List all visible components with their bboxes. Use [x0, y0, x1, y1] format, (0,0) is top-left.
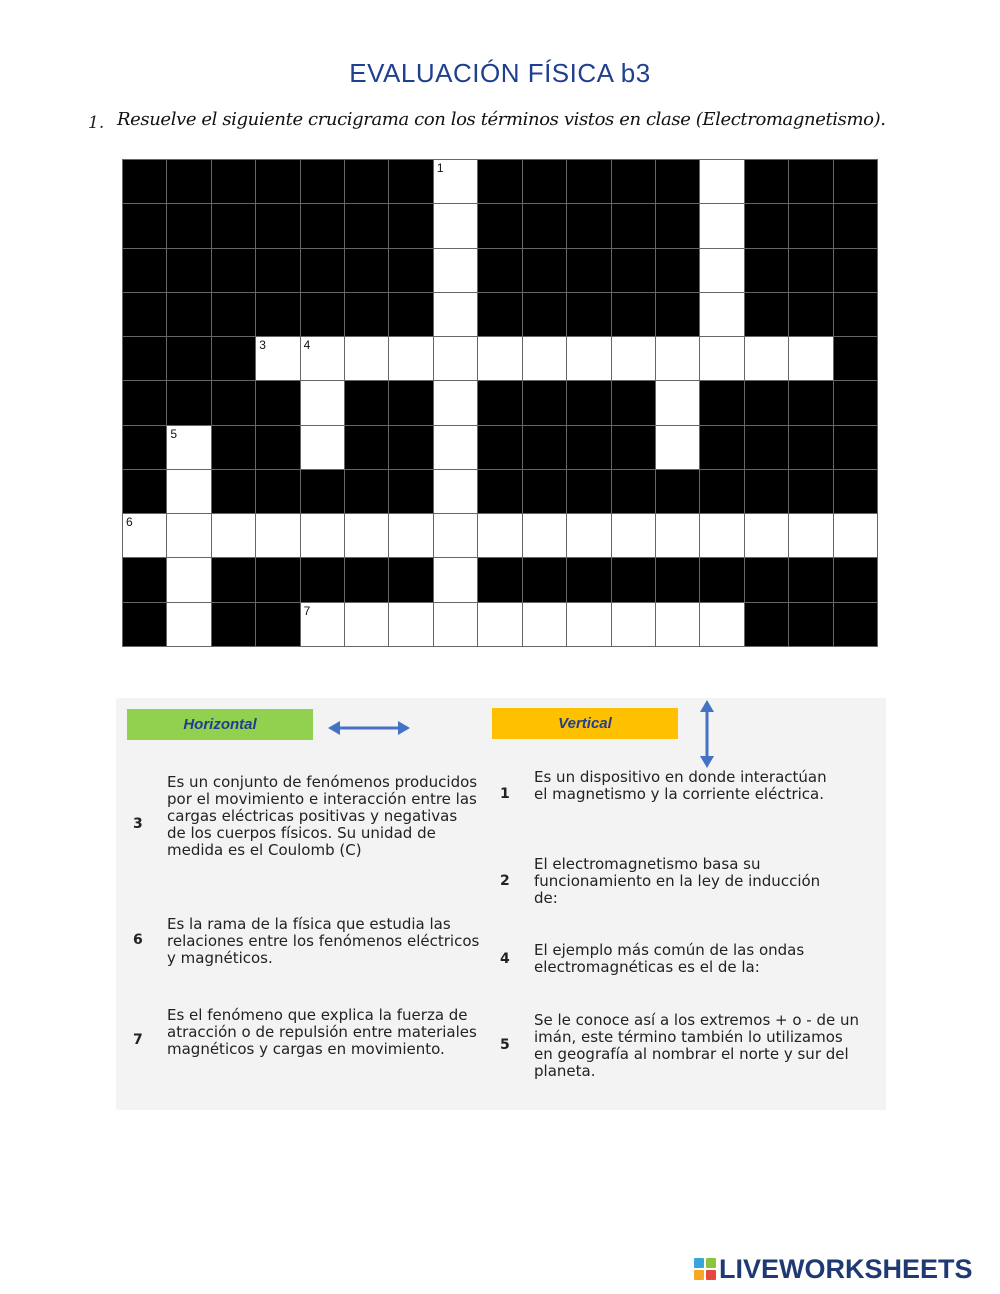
- crossword-block: [789, 249, 832, 292]
- crossword-cell[interactable]: [656, 337, 699, 380]
- crossword-block: [700, 558, 743, 601]
- crossword-letter-input[interactable]: [656, 337, 699, 380]
- crossword-letter-input[interactable]: [478, 514, 521, 557]
- crossword-block: [256, 470, 299, 513]
- crossword-block: [567, 426, 610, 469]
- vertical-clue-number: 2: [500, 873, 510, 889]
- horizontal-arrow-icon: [328, 717, 410, 739]
- crossword-cell[interactable]: [656, 514, 699, 557]
- crossword-cell[interactable]: [434, 337, 477, 380]
- crossword-cell[interactable]: [167, 514, 210, 557]
- crossword-block: [789, 204, 832, 247]
- crossword-cell[interactable]: [834, 514, 877, 557]
- crossword-block: [567, 381, 610, 424]
- crossword-cell[interactable]: [434, 470, 477, 513]
- crossword-letter-input[interactable]: [167, 514, 210, 557]
- crossword-letter-input[interactable]: [434, 558, 477, 601]
- crossword-block: [612, 204, 655, 247]
- crossword-cell[interactable]: [700, 160, 743, 203]
- vertical-clue-text: Se le conoce así a los extremos + o - de un imán, este término también lo utilizamos en geografía al nombrar el norte y sur del planeta.: [534, 1011, 860, 1080]
- crossword-cell[interactable]: [523, 603, 566, 646]
- crossword-block: [700, 426, 743, 469]
- crossword-block: [523, 249, 566, 292]
- clue-number-label: 6: [126, 515, 133, 530]
- crossword-block: [345, 293, 388, 336]
- clue-number-label: 4: [303, 338, 311, 353]
- crossword-block: [123, 204, 166, 247]
- crossword-letter-input[interactable]: [167, 426, 210, 469]
- crossword-block: [167, 381, 210, 424]
- vertical-clue-text: Es un dispositivo en donde interactúan el magnetismo y la corriente eléctrica.: [534, 768, 827, 803]
- crossword-cell[interactable]: [301, 603, 344, 646]
- crossword-block: [567, 293, 610, 336]
- crossword-block: [345, 426, 388, 469]
- crossword-cell[interactable]: [434, 603, 477, 646]
- crossword-letter-input[interactable]: [345, 514, 388, 557]
- crossword-block: [567, 470, 610, 513]
- crossword-cell[interactable]: [123, 514, 166, 557]
- crossword-block: [478, 558, 521, 601]
- crossword-cell[interactable]: [345, 603, 388, 646]
- crossword-letter-input[interactable]: [700, 293, 743, 336]
- crossword-block: [834, 426, 877, 469]
- crossword-block: [745, 204, 788, 247]
- crossword-letter-input[interactable]: [167, 470, 210, 513]
- crossword-block: [301, 293, 344, 336]
- crossword-letter-input[interactable]: [478, 603, 521, 646]
- crossword-block: [345, 204, 388, 247]
- crossword-cell[interactable]: [256, 514, 299, 557]
- crossword-block: [523, 470, 566, 513]
- crossword-letter-input[interactable]: [389, 337, 432, 380]
- crossword-cell[interactable]: [167, 470, 210, 513]
- crossword-block: [123, 293, 166, 336]
- instruction-number: 1.: [88, 113, 105, 133]
- crossword-letter-input[interactable]: [389, 603, 432, 646]
- crossword-cell[interactable]: [789, 337, 832, 380]
- crossword-block: [745, 249, 788, 292]
- crossword-letter-input[interactable]: [656, 426, 699, 469]
- crossword-block: [389, 249, 432, 292]
- crossword-letter-input[interactable]: [434, 470, 477, 513]
- crossword-block: [123, 558, 166, 601]
- crossword-block: [478, 204, 521, 247]
- crossword-block: [256, 603, 299, 646]
- crossword-block: [612, 558, 655, 601]
- crossword-letter-input[interactable]: [612, 514, 655, 557]
- crossword-cell[interactable]: [567, 337, 610, 380]
- crossword-block: [745, 470, 788, 513]
- liveworksheets-logo: [694, 1252, 973, 1286]
- crossword-letter-input[interactable]: [567, 337, 610, 380]
- crossword-block: [789, 603, 832, 646]
- vertical-clue-text: El ejemplo más común de las ondas electromagnéticas es el de la:: [534, 941, 805, 976]
- crossword-block: [478, 249, 521, 292]
- crossword-block: [212, 426, 255, 469]
- crossword-cell[interactable]: [745, 337, 788, 380]
- crossword-block: [301, 160, 344, 203]
- crossword-block: [167, 204, 210, 247]
- crossword-cell[interactable]: [434, 558, 477, 601]
- clues-panel: [116, 698, 886, 1110]
- crossword-block: [345, 160, 388, 203]
- crossword-letter-input[interactable]: [478, 337, 521, 380]
- crossword-block: [389, 558, 432, 601]
- crossword-block: [256, 558, 299, 601]
- crossword-block: [789, 160, 832, 203]
- crossword-letter-input[interactable]: [389, 514, 432, 557]
- clue-number-label: 1: [436, 161, 444, 175]
- crossword-letter-input[interactable]: [745, 514, 788, 557]
- crossword-cell[interactable]: [700, 249, 743, 292]
- crossword-block: [612, 470, 655, 513]
- crossword-block: [389, 293, 432, 336]
- crossword-block: [301, 249, 344, 292]
- crossword-cell[interactable]: [656, 603, 699, 646]
- crossword-cell[interactable]: [700, 514, 743, 557]
- crossword-block: [167, 337, 210, 380]
- crossword-letter-input[interactable]: [212, 514, 255, 557]
- crossword-block: [212, 558, 255, 601]
- crossword-block: [212, 337, 255, 380]
- crossword-block: [256, 160, 299, 203]
- crossword-letter-input[interactable]: [834, 514, 877, 557]
- crossword-block: [256, 381, 299, 424]
- crossword-block: [389, 204, 432, 247]
- crossword-block: [167, 249, 210, 292]
- crossword-letter-input[interactable]: [523, 337, 566, 380]
- crossword-letter-input[interactable]: [167, 558, 210, 601]
- crossword-cell[interactable]: [656, 426, 699, 469]
- crossword-block: [523, 160, 566, 203]
- crossword-cell[interactable]: [700, 337, 743, 380]
- crossword-block: [834, 293, 877, 336]
- crossword-cell[interactable]: [434, 293, 477, 336]
- clue-number-label: 3: [259, 338, 266, 353]
- crossword-cell[interactable]: [434, 160, 477, 203]
- crossword-block: [745, 381, 788, 424]
- crossword-block: [212, 204, 255, 247]
- crossword-block: [523, 558, 566, 601]
- crossword-letter-input[interactable]: [700, 204, 743, 247]
- crossword-cell[interactable]: [434, 381, 477, 424]
- crossword-block: [834, 470, 877, 513]
- crossword-block: [345, 381, 388, 424]
- vertical-arrow-icon: [696, 700, 718, 768]
- crossword-block: [167, 293, 210, 336]
- crossword-block: [834, 558, 877, 601]
- crossword-block: [834, 160, 877, 203]
- clue-number-label: 5: [170, 426, 178, 441]
- crossword-cell[interactable]: [212, 514, 255, 557]
- crossword-letter-input[interactable]: [434, 249, 477, 292]
- crossword-letter-input[interactable]: [345, 337, 388, 380]
- crossword-block: [523, 381, 566, 424]
- crossword-block: [745, 160, 788, 203]
- crossword-block: [834, 381, 877, 424]
- crossword-cell[interactable]: [301, 381, 344, 424]
- crossword-letter-input[interactable]: [434, 514, 477, 557]
- crossword-block: [345, 558, 388, 601]
- vertical-clue-number: 4: [500, 951, 510, 967]
- crossword-cell[interactable]: [256, 337, 299, 380]
- crossword-letter-input[interactable]: [700, 249, 743, 292]
- crossword-block: [256, 426, 299, 469]
- crossword-block: [700, 470, 743, 513]
- crossword-block: [478, 160, 521, 203]
- horizontal-clue-number: 3: [133, 816, 143, 832]
- crossword-letter-input[interactable]: [345, 603, 388, 646]
- crossword-cell[interactable]: [789, 514, 832, 557]
- crossword-block: [345, 249, 388, 292]
- crossword-block: [256, 249, 299, 292]
- crossword-block: [745, 603, 788, 646]
- crossword-block: [301, 470, 344, 513]
- crossword-letter-input[interactable]: [123, 514, 166, 557]
- crossword-cell[interactable]: [345, 514, 388, 557]
- liveworksheets-logo-icon: [694, 1258, 716, 1280]
- crossword-block: [834, 337, 877, 380]
- crossword-cell[interactable]: [389, 337, 432, 380]
- crossword-cell[interactable]: [700, 293, 743, 336]
- crossword-block: [745, 558, 788, 601]
- crossword-cell[interactable]: [612, 603, 655, 646]
- crossword-cell[interactable]: [167, 426, 210, 469]
- crossword-cell[interactable]: [301, 514, 344, 557]
- crossword-letter-input[interactable]: [434, 381, 477, 424]
- crossword-block: [612, 249, 655, 292]
- crossword-cell[interactable]: [523, 337, 566, 380]
- crossword-block: [123, 603, 166, 646]
- crossword-grid: [122, 159, 878, 647]
- crossword-block: [123, 470, 166, 513]
- crossword-letter-input[interactable]: [434, 204, 477, 247]
- crossword-cell[interactable]: [656, 381, 699, 424]
- crossword-block: [212, 293, 255, 336]
- crossword-block: [167, 160, 210, 203]
- crossword-block: [478, 470, 521, 513]
- crossword-block: [656, 293, 699, 336]
- crossword-block: [478, 381, 521, 424]
- clue-number-label: 7: [303, 603, 311, 618]
- crossword-cell[interactable]: [478, 337, 521, 380]
- crossword-block: [123, 337, 166, 380]
- crossword-letter-input[interactable]: [434, 160, 477, 203]
- vertical-tag: Vertical: [492, 708, 678, 739]
- crossword-block: [789, 381, 832, 424]
- vertical-clue-number: 1: [500, 786, 510, 802]
- crossword-letter-input[interactable]: [612, 337, 655, 380]
- crossword-block: [212, 470, 255, 513]
- crossword-letter-input[interactable]: [301, 381, 344, 424]
- crossword-block: [567, 249, 610, 292]
- crossword-block: [789, 558, 832, 601]
- horizontal-tag: Horizontal: [127, 709, 313, 740]
- crossword-letter-input[interactable]: [567, 514, 610, 557]
- crossword-cell[interactable]: [700, 603, 743, 646]
- crossword-block: [656, 470, 699, 513]
- crossword-letter-input[interactable]: [789, 514, 832, 557]
- horizontal-clue-text: Es un conjunto de fenómenos producidos por el movimiento e interacción entre las cargas eléctricas positivas y negativas de los cuerpos físicos. Su unidad de medida es el Coulomb (C): [167, 773, 478, 859]
- crossword-block: [301, 558, 344, 601]
- crossword-letter-input[interactable]: [523, 603, 566, 646]
- crossword-block: [656, 249, 699, 292]
- crossword-block: [212, 160, 255, 203]
- crossword-letter-input[interactable]: [434, 603, 477, 646]
- crossword-letter-input[interactable]: [301, 426, 344, 469]
- horizontal-clue-number: 7: [133, 1032, 143, 1048]
- crossword-cell[interactable]: [389, 603, 432, 646]
- crossword-letter-input[interactable]: [434, 293, 477, 336]
- crossword-block: [212, 249, 255, 292]
- crossword-block: [612, 160, 655, 203]
- crossword-block: [789, 426, 832, 469]
- crossword-block: [745, 426, 788, 469]
- logo-text: LIVEWORKSHEETS: [719, 1253, 973, 1284]
- crossword-block: [523, 293, 566, 336]
- crossword-block: [123, 381, 166, 424]
- crossword-block: [256, 293, 299, 336]
- crossword-letter-input[interactable]: [700, 160, 743, 203]
- crossword-block: [612, 426, 655, 469]
- crossword-letter-input[interactable]: [434, 426, 477, 469]
- crossword-block: [612, 381, 655, 424]
- crossword-block: [834, 204, 877, 247]
- crossword-block: [567, 160, 610, 203]
- crossword-letter-input[interactable]: [256, 514, 299, 557]
- crossword-letter-input[interactable]: [301, 603, 344, 646]
- crossword-block: [567, 558, 610, 601]
- crossword-block: [834, 603, 877, 646]
- crossword-block: [745, 293, 788, 336]
- crossword-cell[interactable]: [567, 514, 610, 557]
- crossword-letter-input[interactable]: [700, 603, 743, 646]
- crossword-block: [389, 470, 432, 513]
- crossword-letter-input[interactable]: [656, 514, 699, 557]
- crossword-letter-input[interactable]: [434, 337, 477, 380]
- crossword-letter-input[interactable]: [700, 514, 743, 557]
- crossword-letter-input[interactable]: [256, 337, 299, 380]
- page-title: EVALUACIÓN FÍSICA b3: [349, 58, 651, 88]
- crossword-block: [834, 249, 877, 292]
- crossword-block: [656, 160, 699, 203]
- crossword-letter-input[interactable]: [612, 603, 655, 646]
- crossword-cell[interactable]: [612, 337, 655, 380]
- crossword-block: [345, 470, 388, 513]
- crossword-block: [656, 204, 699, 247]
- crossword-cell[interactable]: [434, 204, 477, 247]
- crossword-block: [612, 293, 655, 336]
- crossword-cell[interactable]: [301, 426, 344, 469]
- crossword-letter-input[interactable]: [700, 337, 743, 380]
- crossword-block: [789, 470, 832, 513]
- crossword-letter-input[interactable]: [789, 337, 832, 380]
- crossword-letter-input[interactable]: [301, 514, 344, 557]
- crossword-cell[interactable]: [345, 337, 388, 380]
- vertical-clue-number: 5: [500, 1037, 510, 1053]
- crossword-block: [478, 426, 521, 469]
- crossword-block: [389, 426, 432, 469]
- crossword-letter-input[interactable]: [567, 603, 610, 646]
- crossword-cell[interactable]: [389, 514, 432, 557]
- crossword-letter-input[interactable]: [301, 337, 344, 380]
- crossword-cell[interactable]: [612, 514, 655, 557]
- crossword-letter-input[interactable]: [656, 603, 699, 646]
- crossword-block: [700, 381, 743, 424]
- crossword-cell[interactable]: [167, 603, 210, 646]
- crossword-block: [523, 204, 566, 247]
- horizontal-clue-number: 6: [133, 932, 143, 948]
- crossword-cell[interactable]: [700, 204, 743, 247]
- crossword-letter-input[interactable]: [656, 381, 699, 424]
- crossword-cell[interactable]: [567, 603, 610, 646]
- crossword-cell[interactable]: [301, 337, 344, 380]
- crossword-block: [523, 426, 566, 469]
- crossword-block: [478, 293, 521, 336]
- crossword-cell[interactable]: [434, 426, 477, 469]
- crossword-cell[interactable]: [523, 514, 566, 557]
- crossword-letter-input[interactable]: [745, 337, 788, 380]
- crossword-cell[interactable]: [434, 514, 477, 557]
- crossword-block: [301, 204, 344, 247]
- crossword-block: [123, 426, 166, 469]
- crossword-cell[interactable]: [478, 603, 521, 646]
- crossword-block: [123, 249, 166, 292]
- crossword-block: [212, 603, 255, 646]
- crossword-cell[interactable]: [478, 514, 521, 557]
- crossword-block: [212, 381, 255, 424]
- horizontal-clue-text: Es el fenómeno que explica la fuerza de atracción o de repulsión entre materiales magnéticos y cargas en movimiento.: [167, 1006, 477, 1058]
- instruction-text: Resuelve el siguiente crucigrama con los términos vistos en clase (Electromagnetismo).: [117, 109, 886, 130]
- crossword-block: [389, 160, 432, 203]
- crossword-block: [123, 160, 166, 203]
- vertical-clue-text: El electromagnetismo basa su funcionamiento en la ley de inducción de:: [534, 855, 821, 907]
- crossword-cell[interactable]: [434, 249, 477, 292]
- crossword-letter-input[interactable]: [167, 603, 210, 646]
- crossword-block: [256, 204, 299, 247]
- crossword-block: [567, 204, 610, 247]
- crossword-block: [789, 293, 832, 336]
- crossword-block: [656, 558, 699, 601]
- crossword-block: [389, 381, 432, 424]
- crossword-cell[interactable]: [167, 558, 210, 601]
- crossword-cell[interactable]: [745, 514, 788, 557]
- crossword-letter-input[interactable]: [523, 514, 566, 557]
- horizontal-clue-text: Es la rama de la física que estudia las relaciones entre los fenómenos eléctricos y magnéticos.: [167, 915, 480, 967]
